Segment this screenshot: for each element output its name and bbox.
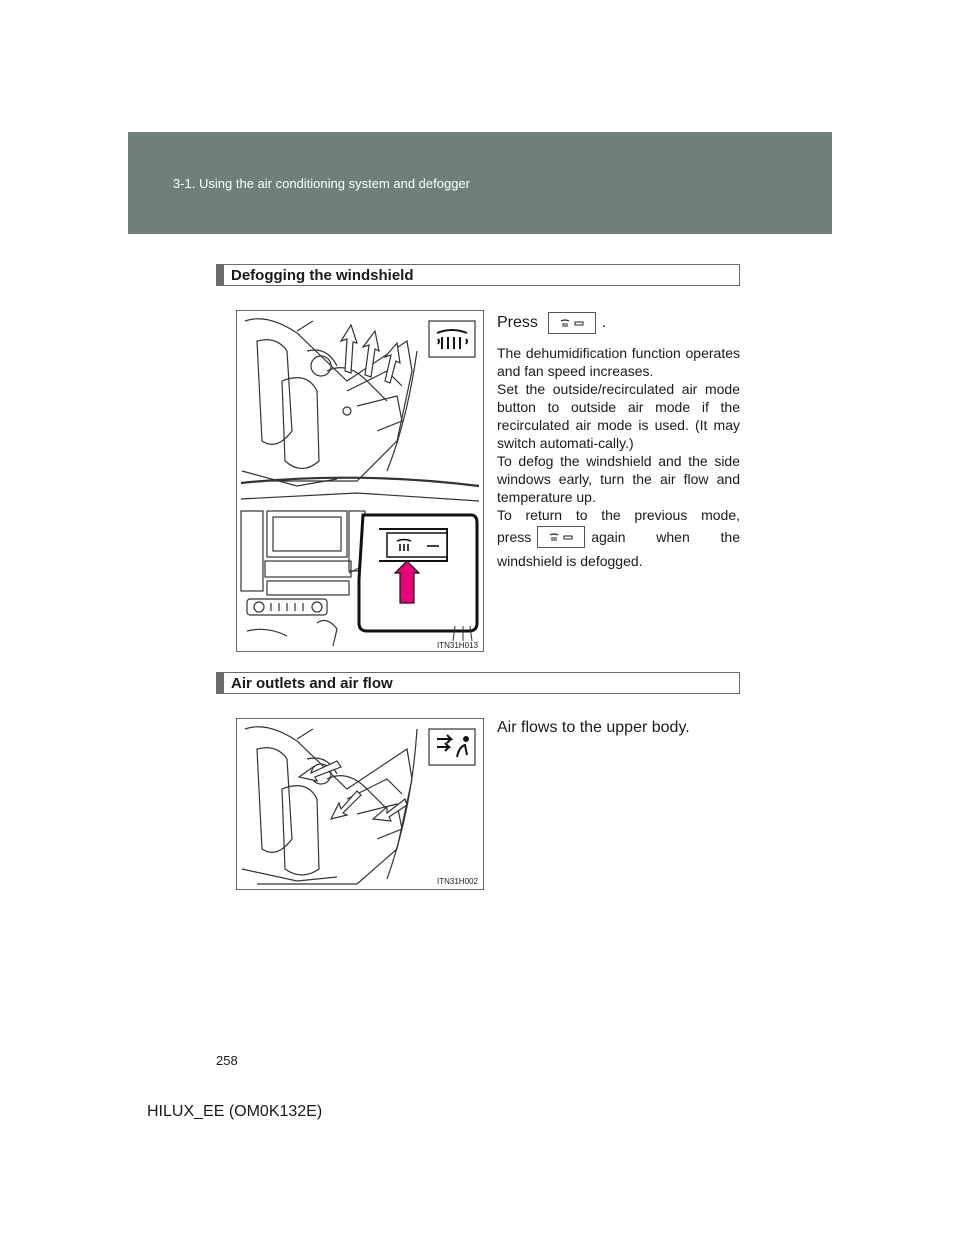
paragraph-dehumidification: The dehumidification function operates and fan speed increases. (497, 345, 740, 379)
press-word: press (497, 529, 532, 545)
press-instruction (497, 312, 740, 334)
figure-air-flow (236, 718, 484, 890)
section2-text (497, 718, 740, 738)
manual-code: HILUX_EE (OM0K132E) (147, 1103, 323, 1120)
section1-text (497, 312, 740, 570)
cabin-airflow-illustration (237, 719, 483, 889)
section-heading-defogging (216, 264, 740, 286)
airflow-description: Air flows to the upper body. (497, 719, 690, 736)
page-number: 258 (216, 1053, 238, 1068)
heading-accent (217, 673, 224, 693)
paragraph-return-line3: windshield is defogged. (497, 553, 643, 569)
figure-code: ITN31H013 (437, 641, 478, 650)
paragraph-outside-air: Set the outside/recirculated air mode button to outside air mode if the recirculated air mode is used. (It may switch automati-cally.) (497, 381, 740, 451)
figure-defogging (236, 310, 484, 652)
heading-accent (217, 265, 224, 285)
windshield-defogger-icon (429, 321, 475, 357)
press-period: . (601, 314, 607, 332)
defogger-button-glyph (548, 312, 596, 334)
figure-code: ITN31H002 (437, 877, 478, 886)
paragraph-return-line2 (497, 524, 740, 550)
chapter-header (128, 132, 832, 234)
cabin-illustration (237, 311, 483, 651)
paragraph-return-line1: To return to the previous mode, (497, 507, 740, 523)
upper-body-airflow-icon (429, 729, 475, 765)
section-heading-label: Air outlets and air flow (231, 675, 393, 692)
section-heading-air-outlets (216, 672, 740, 694)
defogger-button-icon-2 (538, 527, 584, 547)
paragraph-defog-early: To defog the windshield and the side windows early, turn the air flow and temperature up. (497, 453, 740, 505)
chapter-title: 3-1. Using the air conditioning system and defogger (173, 176, 471, 191)
press-label: Press (497, 314, 538, 332)
defogger-button-icon (549, 313, 595, 333)
section-heading-label: Defogging the windshield (231, 267, 414, 284)
again-text: again when the (591, 529, 740, 545)
defogger-button-glyph-2 (537, 526, 585, 548)
